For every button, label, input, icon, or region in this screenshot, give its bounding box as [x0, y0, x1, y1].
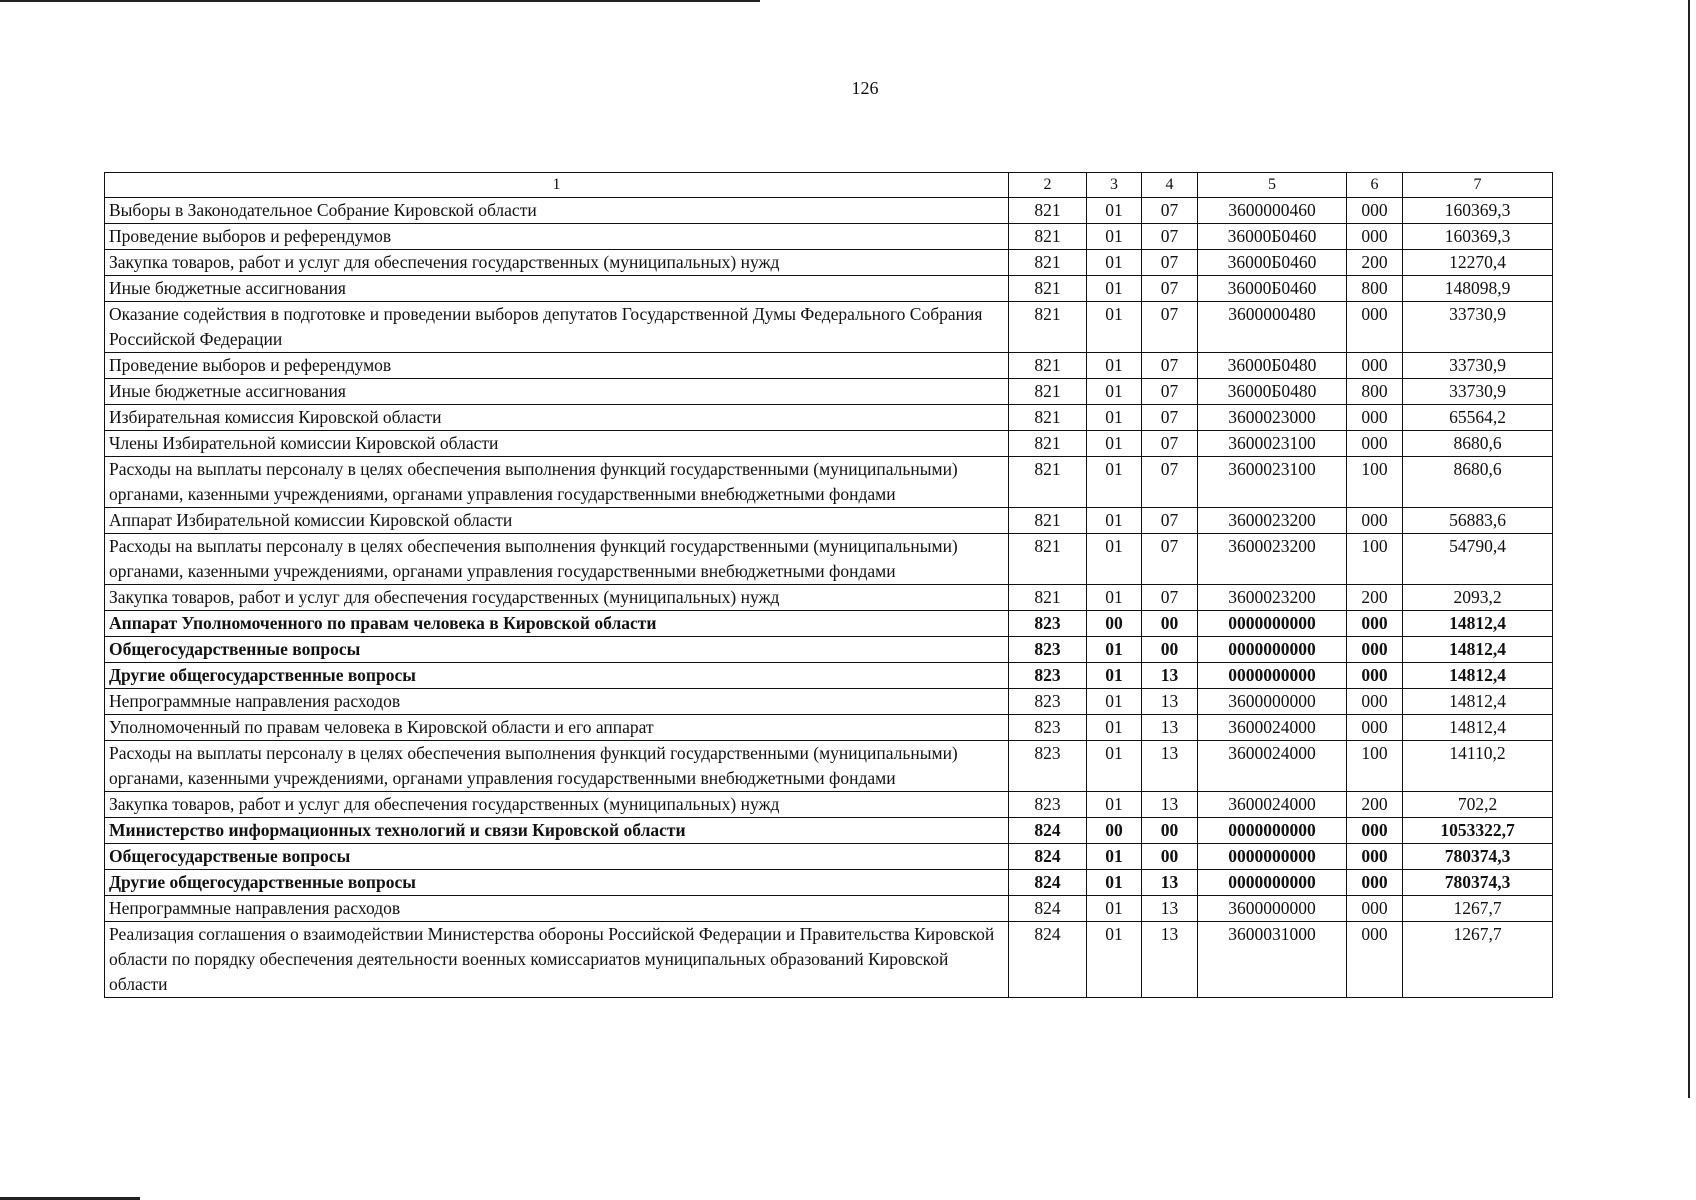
row-col4-cell: 13 [1142, 896, 1198, 922]
row-col3-cell: 01 [1087, 844, 1142, 870]
row-col6-cell: 000 [1347, 818, 1403, 844]
row-name-cell: Закупка товаров, работ и услуг для обеспечения государственных (муниципальных) нужд [105, 792, 1009, 818]
row-col4-cell: 07 [1142, 508, 1198, 534]
header-col-7: 7 [1403, 173, 1553, 198]
row-col4-cell: 07 [1142, 379, 1198, 405]
row-col2-cell: 824 [1009, 922, 1087, 998]
row-name-cell: Реализация соглашения о взаимодействии Министерства обороны Российской Федерации и Правительства Кировской области по порядку обеспечения деятельности военных комиссариатов муниципальных образований Кировской области [105, 922, 1009, 998]
row-col3-cell: 01 [1087, 689, 1142, 715]
row-col2-cell: 821 [1009, 457, 1087, 508]
row-col3-cell: 00 [1087, 818, 1142, 844]
row-col5-cell: 3600023200 [1198, 585, 1347, 611]
row-col2-cell: 823 [1009, 611, 1087, 637]
row-col3-cell: 01 [1087, 792, 1142, 818]
row-name-cell: Иные бюджетные ассигнования [105, 379, 1009, 405]
row-col5-cell: 36000Б0460 [1198, 250, 1347, 276]
row-col3-cell: 01 [1087, 741, 1142, 792]
row-col2-cell: 823 [1009, 689, 1087, 715]
row-col7-cell: 54790,4 [1403, 534, 1553, 585]
row-col7-cell: 8680,6 [1403, 457, 1553, 508]
row-col2-cell: 823 [1009, 715, 1087, 741]
row-col2-cell: 821 [1009, 379, 1087, 405]
table-row [105, 405, 1553, 431]
row-col5-cell: 36000Б0480 [1198, 353, 1347, 379]
row-col4-cell: 07 [1142, 534, 1198, 585]
row-name-cell: Непрограммные направления расходов [105, 689, 1009, 715]
row-col4-cell: 07 [1142, 302, 1198, 353]
row-col2-cell: 823 [1009, 741, 1087, 792]
row-col6-cell: 100 [1347, 534, 1403, 585]
row-col7-cell: 56883,6 [1403, 508, 1553, 534]
table-row [105, 792, 1553, 818]
row-col3-cell: 01 [1087, 250, 1142, 276]
row-col3-cell: 01 [1087, 405, 1142, 431]
row-col5-cell: 3600023000 [1198, 405, 1347, 431]
row-col4-cell: 07 [1142, 224, 1198, 250]
row-col2-cell: 824 [1009, 818, 1087, 844]
table-row [105, 250, 1553, 276]
row-col6-cell: 000 [1347, 431, 1403, 457]
table-body [105, 198, 1553, 998]
row-col5-cell: 0000000000 [1198, 870, 1347, 896]
row-col4-cell: 13 [1142, 922, 1198, 998]
row-col5-cell: 3600000000 [1198, 896, 1347, 922]
row-col5-cell: 36000Б0460 [1198, 276, 1347, 302]
row-col2-cell: 821 [1009, 198, 1087, 224]
table-row [105, 353, 1553, 379]
row-name-cell: Проведение выборов и референдумов [105, 224, 1009, 250]
row-col4-cell: 07 [1142, 457, 1198, 508]
row-col4-cell: 07 [1142, 353, 1198, 379]
row-col7-cell: 702,2 [1403, 792, 1553, 818]
row-col5-cell: 0000000000 [1198, 818, 1347, 844]
row-col5-cell: 3600000000 [1198, 689, 1347, 715]
row-col2-cell: 821 [1009, 250, 1087, 276]
row-col4-cell: 13 [1142, 663, 1198, 689]
row-col6-cell: 000 [1347, 689, 1403, 715]
row-col2-cell: 823 [1009, 637, 1087, 663]
row-col4-cell: 07 [1142, 250, 1198, 276]
row-col6-cell: 100 [1347, 741, 1403, 792]
row-name-cell: Расходы на выплаты персоналу в целях обеспечения выполнения функций государственными (муниципальными) органами, казенными учреждениями, органами управления государственными внебюджетными фондами [105, 457, 1009, 508]
row-col5-cell: 36000Б0480 [1198, 379, 1347, 405]
row-name-cell: Оказание содействия в подготовке и проведении выборов депутатов Государственной Думы Федерального Собрания Российской Федерации [105, 302, 1009, 353]
row-col4-cell: 00 [1142, 611, 1198, 637]
row-col4-cell: 07 [1142, 198, 1198, 224]
row-name-cell: Общегосударственные вопросы [105, 637, 1009, 663]
row-col6-cell: 000 [1347, 715, 1403, 741]
header-col-6: 6 [1347, 173, 1403, 198]
row-col6-cell: 000 [1347, 611, 1403, 637]
row-name-cell: Иные бюджетные ассигнования [105, 276, 1009, 302]
row-col5-cell: 36000Б0460 [1198, 224, 1347, 250]
table-row [105, 611, 1553, 637]
row-col5-cell: 0000000000 [1198, 637, 1347, 663]
row-col7-cell: 780374,3 [1403, 844, 1553, 870]
page-number: 126 [851, 78, 879, 98]
row-col4-cell: 13 [1142, 715, 1198, 741]
row-name-cell: Закупка товаров, работ и услуг для обеспечения государственных (муниципальных) нужд [105, 585, 1009, 611]
row-col3-cell: 01 [1087, 663, 1142, 689]
row-col7-cell: 14812,4 [1403, 715, 1553, 741]
row-col5-cell: 3600000480 [1198, 302, 1347, 353]
row-col5-cell: 3600000460 [1198, 198, 1347, 224]
row-col2-cell: 821 [1009, 353, 1087, 379]
row-col2-cell: 821 [1009, 585, 1087, 611]
row-col3-cell: 01 [1087, 198, 1142, 224]
row-col4-cell: 00 [1142, 637, 1198, 663]
row-col3-cell: 01 [1087, 870, 1142, 896]
row-col5-cell: 3600023200 [1198, 508, 1347, 534]
row-col3-cell: 01 [1087, 457, 1142, 508]
row-col2-cell: 821 [1009, 224, 1087, 250]
row-col2-cell: 821 [1009, 276, 1087, 302]
row-col7-cell: 14812,4 [1403, 637, 1553, 663]
table-row [105, 457, 1553, 508]
row-col6-cell: 000 [1347, 224, 1403, 250]
row-col4-cell: 00 [1142, 818, 1198, 844]
row-col5-cell: 3600023100 [1198, 457, 1347, 508]
row-col7-cell: 33730,9 [1403, 302, 1553, 353]
header-col-1: 1 [105, 173, 1009, 198]
row-name-cell: Общегосударственые вопросы [105, 844, 1009, 870]
table-row [105, 663, 1553, 689]
row-name-cell: Расходы на выплаты персоналу в целях обеспечения выполнения функций государственными (муниципальными) органами, казенными учреждениями, органами управления государственными внебюджетными фондами [105, 534, 1009, 585]
row-col3-cell: 01 [1087, 896, 1142, 922]
row-col7-cell: 14110,2 [1403, 741, 1553, 792]
row-col6-cell: 000 [1347, 844, 1403, 870]
table-row [105, 870, 1553, 896]
row-col7-cell: 1267,7 [1403, 896, 1553, 922]
row-col6-cell: 000 [1347, 302, 1403, 353]
table-row [105, 689, 1553, 715]
row-col3-cell: 01 [1087, 224, 1142, 250]
row-col6-cell: 000 [1347, 353, 1403, 379]
row-col3-cell: 01 [1087, 585, 1142, 611]
row-col4-cell: 13 [1142, 792, 1198, 818]
row-col6-cell: 000 [1347, 663, 1403, 689]
budget-table-container [104, 172, 1553, 998]
row-col7-cell: 148098,9 [1403, 276, 1553, 302]
row-col7-cell: 8680,6 [1403, 431, 1553, 457]
row-col2-cell: 823 [1009, 663, 1087, 689]
row-col2-cell: 824 [1009, 896, 1087, 922]
header-col-4: 4 [1142, 173, 1198, 198]
row-col3-cell: 00 [1087, 611, 1142, 637]
header-col-2: 2 [1009, 173, 1087, 198]
table-row [105, 379, 1553, 405]
row-name-cell: Другие общегосударственные вопросы [105, 663, 1009, 689]
row-col4-cell: 13 [1142, 689, 1198, 715]
row-col6-cell: 800 [1347, 379, 1403, 405]
row-col5-cell: 0000000000 [1198, 663, 1347, 689]
table-row [105, 508, 1553, 534]
row-name-cell: Члены Избирательной комиссии Кировской области [105, 431, 1009, 457]
row-col4-cell: 07 [1142, 585, 1198, 611]
row-col4-cell: 07 [1142, 276, 1198, 302]
row-col4-cell: 13 [1142, 870, 1198, 896]
row-col6-cell: 000 [1347, 637, 1403, 663]
table-row [105, 276, 1553, 302]
row-col7-cell: 2093,2 [1403, 585, 1553, 611]
row-col7-cell: 780374,3 [1403, 870, 1553, 896]
row-col6-cell: 000 [1347, 508, 1403, 534]
table-row [105, 896, 1553, 922]
row-col4-cell: 13 [1142, 741, 1198, 792]
row-col2-cell: 821 [1009, 405, 1087, 431]
row-name-cell: Аппарат Уполномоченного по правам человека в Кировской области [105, 611, 1009, 637]
row-col2-cell: 821 [1009, 508, 1087, 534]
row-name-cell: Аппарат Избирательной комиссии Кировской области [105, 508, 1009, 534]
row-col4-cell: 00 [1142, 844, 1198, 870]
row-col7-cell: 160369,3 [1403, 198, 1553, 224]
row-col3-cell: 01 [1087, 637, 1142, 663]
row-col5-cell: 3600024000 [1198, 792, 1347, 818]
row-col7-cell: 1267,7 [1403, 922, 1553, 998]
row-col3-cell: 01 [1087, 715, 1142, 741]
row-col3-cell: 01 [1087, 922, 1142, 998]
row-col5-cell: 3600024000 [1198, 741, 1347, 792]
row-col2-cell: 824 [1009, 870, 1087, 896]
row-col4-cell: 07 [1142, 431, 1198, 457]
row-name-cell: Закупка товаров, работ и услуг для обеспечения государственных (муниципальных) нужд [105, 250, 1009, 276]
row-col7-cell: 33730,9 [1403, 353, 1553, 379]
row-col6-cell: 800 [1347, 276, 1403, 302]
row-col5-cell: 3600023200 [1198, 534, 1347, 585]
table-row [105, 637, 1553, 663]
budget-table [104, 172, 1553, 998]
scan-edge-right [1688, 0, 1690, 1098]
row-col5-cell: 3600024000 [1198, 715, 1347, 741]
row-name-cell: Другие общегосударственные вопросы [105, 870, 1009, 896]
row-col6-cell: 000 [1347, 922, 1403, 998]
table-row [105, 585, 1553, 611]
row-col7-cell: 14812,4 [1403, 689, 1553, 715]
row-col5-cell: 3600031000 [1198, 922, 1347, 998]
scan-edge-top [0, 0, 760, 2]
row-col7-cell: 160369,3 [1403, 224, 1553, 250]
header-col-3: 3 [1087, 173, 1142, 198]
row-col6-cell: 000 [1347, 405, 1403, 431]
table-row [105, 715, 1553, 741]
row-col3-cell: 01 [1087, 379, 1142, 405]
row-col3-cell: 01 [1087, 276, 1142, 302]
row-col2-cell: 821 [1009, 534, 1087, 585]
row-col2-cell: 821 [1009, 431, 1087, 457]
table-row [105, 431, 1553, 457]
row-col6-cell: 100 [1347, 457, 1403, 508]
table-row [105, 198, 1553, 224]
row-col5-cell: 0000000000 [1198, 844, 1347, 870]
table-header-row [105, 173, 1553, 198]
row-col5-cell: 0000000000 [1198, 611, 1347, 637]
row-name-cell: Непрограммные направления расходов [105, 896, 1009, 922]
row-col2-cell: 824 [1009, 844, 1087, 870]
row-col3-cell: 01 [1087, 534, 1142, 585]
row-col2-cell: 823 [1009, 792, 1087, 818]
row-col3-cell: 01 [1087, 508, 1142, 534]
row-col7-cell: 1053322,7 [1403, 818, 1553, 844]
table-row [105, 922, 1553, 998]
row-name-cell: Уполномоченный по правам человека в Кировской области и его аппарат [105, 715, 1009, 741]
row-name-cell: Выборы в Законодательное Собрание Кировской области [105, 198, 1009, 224]
row-col2-cell: 821 [1009, 302, 1087, 353]
table-row [105, 844, 1553, 870]
header-col-5: 5 [1198, 173, 1347, 198]
row-col7-cell: 65564,2 [1403, 405, 1553, 431]
table-row [105, 534, 1553, 585]
table-row [105, 741, 1553, 792]
row-col3-cell: 01 [1087, 431, 1142, 457]
row-col7-cell: 14812,4 [1403, 611, 1553, 637]
row-col7-cell: 12270,4 [1403, 250, 1553, 276]
row-col6-cell: 200 [1347, 585, 1403, 611]
row-col3-cell: 01 [1087, 302, 1142, 353]
row-name-cell: Расходы на выплаты персоналу в целях обеспечения выполнения функций государственными (муниципальными) органами, казенными учреждениями, органами управления государственными внебюджетными фондами [105, 741, 1009, 792]
row-col7-cell: 14812,4 [1403, 663, 1553, 689]
row-col6-cell: 200 [1347, 250, 1403, 276]
table-row [105, 302, 1553, 353]
table-row [105, 224, 1553, 250]
row-name-cell: Избирательная комиссия Кировской области [105, 405, 1009, 431]
row-col6-cell: 000 [1347, 198, 1403, 224]
row-col4-cell: 07 [1142, 405, 1198, 431]
row-col5-cell: 3600023100 [1198, 431, 1347, 457]
row-col6-cell: 200 [1347, 792, 1403, 818]
table-row [105, 818, 1553, 844]
row-col6-cell: 000 [1347, 870, 1403, 896]
row-name-cell: Проведение выборов и референдумов [105, 353, 1009, 379]
row-col7-cell: 33730,9 [1403, 379, 1553, 405]
row-col6-cell: 000 [1347, 896, 1403, 922]
row-col3-cell: 01 [1087, 353, 1142, 379]
row-name-cell: Министерство информационных технологий и связи Кировской области [105, 818, 1009, 844]
